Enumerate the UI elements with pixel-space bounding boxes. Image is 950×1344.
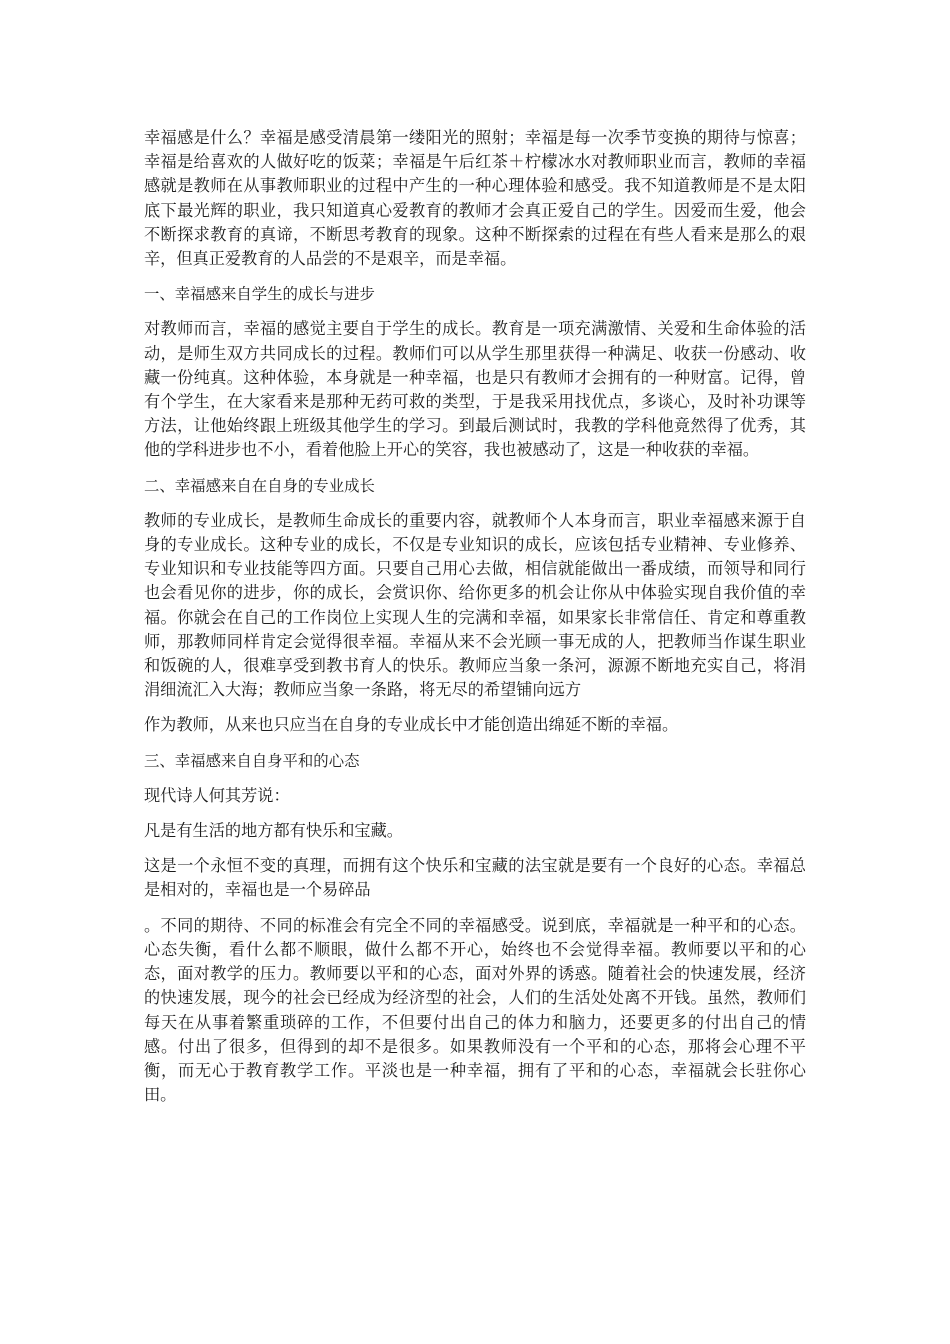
section-2-conclusion: 作为教师，从来也只应当在自身的专业成长中才能创造出绵延不断的幸福。	[144, 715, 679, 735]
poet-quote-intro: 现代诗人何其芳说：	[144, 785, 290, 805]
section-heading-1: 一、幸福感来自学生的成长与进步	[144, 285, 375, 304]
section-3-continuation: 。不同的期待、不同的标准会有完全不同的幸福感受。说到底，幸福就是一种平和的心态。心态失衡，看什么都不顺眼，做什么都不开心，始终也不会觉得幸福。教师要以平和的心态，面对教学的压力。教师要以平和的心态，面对外界的诱惑。随着社会的快速发展，经济的快速发展，现今的社会已经成为经济型的社会，人们的生活处处离不开钱。虽然，教师们每天在从事着繁重琐碎的工作，不但要付出自己的体力和脑力，还要更多的付出自己的情感。付出了很多，但得到的却不是很多。如果教师没有一个平和的心态，那将会心理不平衡，而无心于教育教学工作。平淡也是一种幸福，拥有了平和的心态，幸福就会长驻你心田。	[144, 915, 806, 1105]
section-3-paragraph: 这是一个永恒不变的真理，而拥有这个快乐和宝藏的法宝就是要有一个良好的心态。幸福总是相对的，幸福也是一个易碎品	[144, 856, 806, 900]
poet-quote: 凡是有生活的地方都有快乐和宝藏。	[144, 821, 403, 841]
document-body	[144, 126, 806, 1118]
section-heading-3: 三、幸福感来自自身平和的心态	[144, 751, 360, 770]
intro-paragraph: 幸福感是什么？幸福是感受清晨第一缕阳光的照射；幸福是每一次季节变换的期待与惊喜；幸福是给喜欢的人做好吃的饭菜；幸福是午后红茶＋柠檬冰水对教师职业而言，教师的幸福感就是教师在从事教师职业的过程中产生的一种心理体验和感受。我不知道教师是不是太阳底下最光辉的职业，我只知道真心爱教育的教师才会真正爱自己的学生。因爱而生爱，他会不断探求教育的真谛，不断思考教育的现象。这种不断探索的过程在有些人看来是那么的艰辛，但真正爱教育的人品尝的不是艰辛，而是幸福。	[144, 128, 806, 269]
section-heading-2: 二、幸福感来自在自身的专业成长	[144, 476, 375, 495]
section-1-paragraph: 对教师而言，幸福的感觉主要自于学生的成长。教育是一项充满激情、关爱和生命体验的活动，是师生双方共同成长的过程。教师们可以从学生那里获得一种满足、收获一份感动、收藏一份纯真。这种体验，本身就是一种幸福，也是只有教师才会拥有的一种财富。记得，曾有个学生，在大家看来是那种无药可救的类型，于是我采用找优点，多谈心，及时补功课等方法，让他始终跟上班级其他学生的学习。到最后测试时，我教的学科他竟然得了优秀，其他的学科进步也不小，看着他脸上开心的笑容，我也被感动了，这是一种收获的幸福。	[144, 319, 806, 460]
section-2-paragraph: 教师的专业成长，是教师生命成长的重要内容，就教师个人本身而言，职业幸福感来源于自身的专业成长。这种专业的成长，不仅是专业知识的成长，应该包括专业精神、专业修养、专业知识和专业技能等四方面。只要自己用心去做，相信就能做出一番成绩，而领导和同行也会看见你的进步，你的成长，会赏识你、给你更多的机会让你从中体验实现自我价值的幸福。你就会在自己的工作岗位上实现人生的完满和幸福，如果家长非常信任、肯定和尊重教师，那教师同样肯定会觉得很幸福。幸福从来不会光顾一事无成的人，把教师当作谋生职业和饭碗的人，很难享受到教书育人的快乐。教师应当象一条河，源源不断地充实自己，将涓涓细流汇入大海；教师应当象一条路，将无尽的希望铺向远方	[144, 510, 806, 700]
